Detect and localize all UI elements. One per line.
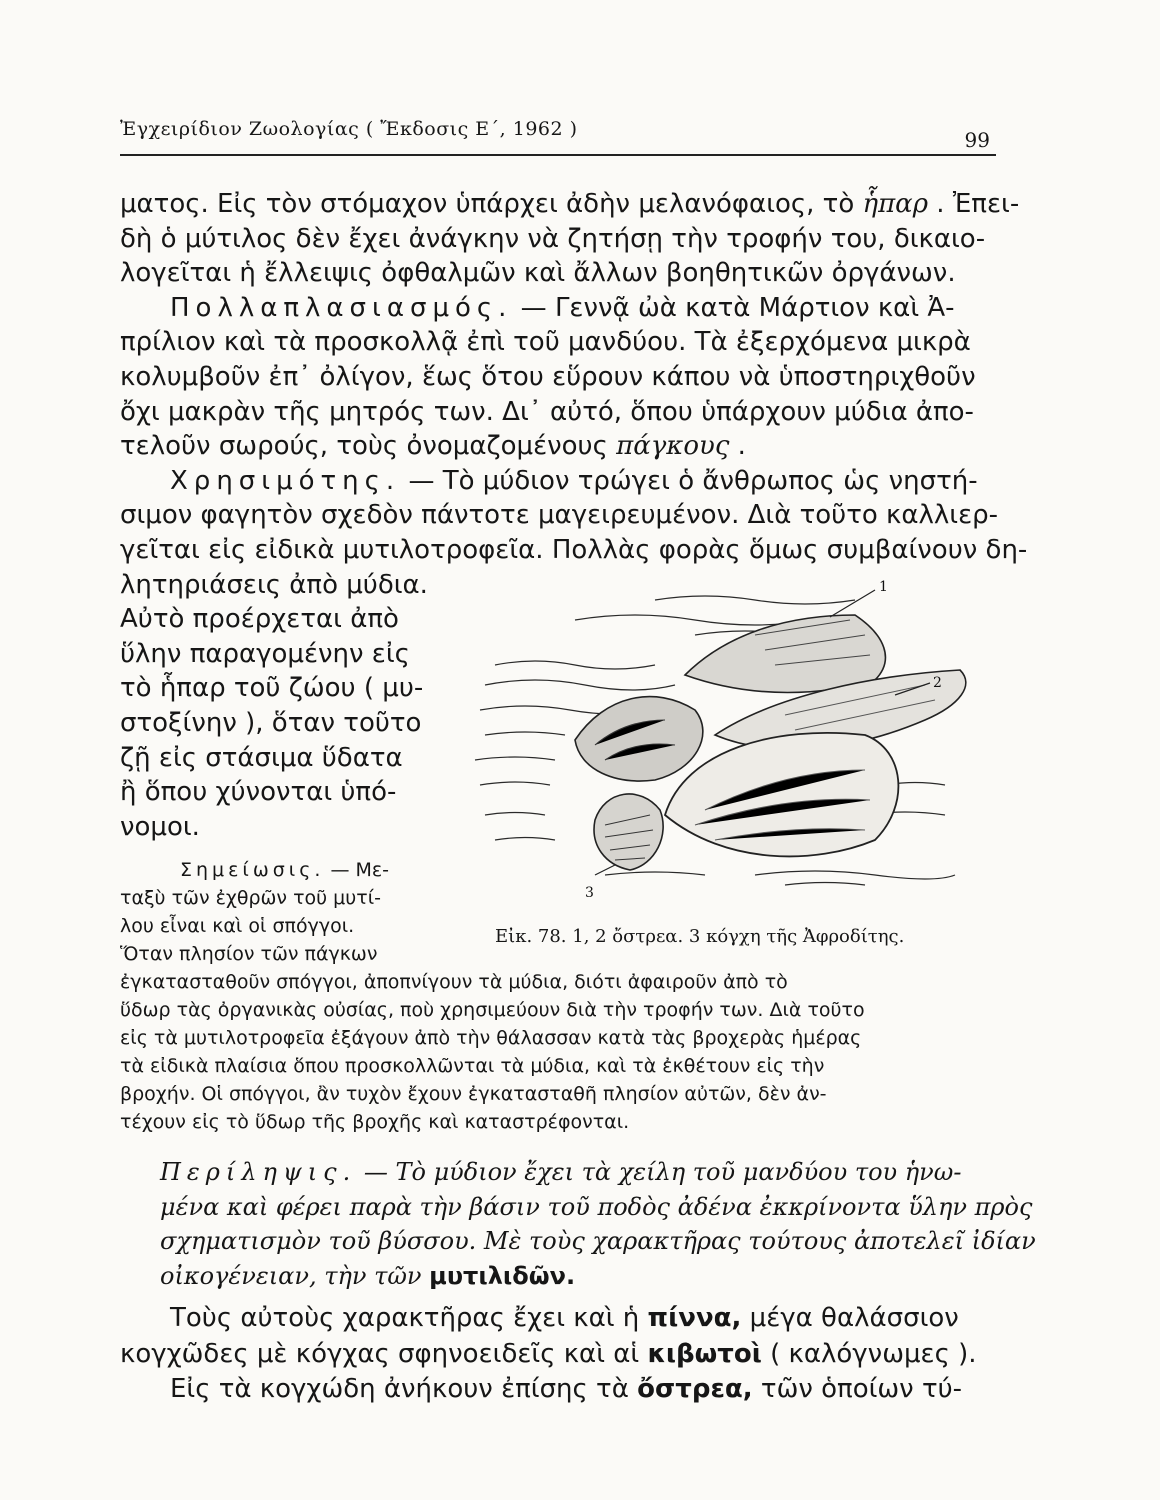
para3-line4: λητηριάσεις ἀπὸ μύδια. [120,569,428,600]
heading-reproduction: Πολλαπλασιασμός. [170,292,513,323]
running-header [120,118,996,156]
note-line10: τέχουν εἰς τὸ ὕδωρ τῆς βροχῆς καὶ καταστρέφονται. [120,1111,630,1133]
heading-note: Σημείωσις. [180,859,325,881]
page-number: 99 [964,128,990,152]
note-line3: λου εἶναι καὶ οἱ σπόγγοι. [120,915,355,937]
para3-line2: σιμον φαγητὸν σχεδὸν πάντοτε μαγειρευμένον. Διὰ τοῦτο καλλιερ- [120,500,999,531]
clam-shell [665,733,898,857]
oyster-1 [685,615,885,693]
note-line4: Ὅταν πλησίον τῶν πάγκων [120,943,378,965]
term-pinna: πίννα, [647,1303,742,1333]
shell-cluster [575,697,703,781]
header-title: Ἐγχειρίδιον Ζωολογίας ( Ἔκδοσις Ε΄, 1962 ) [120,118,578,140]
para2-line4: ὄχι μακρὰν τῆς μητρός των. Δι᾽ αὐτό, ὅπου ὑπάρχουν μύδια ἀπο- [120,396,974,427]
para3-narrow-5: ζῇ εἰς στάσιμα ὕδατα [120,742,403,773]
summary-paragraph: Περίληψις. — Τὸ μύδιον ἔχει τὰ χείλη τοῦ μανδύου του ἡνω- μένα καὶ φέρει παρὰ τὴν βάσιν τοῦ ποδὸς ἀδένα ἐκκρίνοντα ὕλην πρὸς σχηματισμὸν τοῦ βύσσου. Μὲ τοὺς χαρακτῆρας τούτους ἀποτελεῖ ἰδίαν οἰκογένειαν, τὴν τῶν μυτιλιδῶν. [160,1158,1036,1290]
figure-label-1: 1 [879,579,888,595]
note-line9: βροχήν. Οἱ σπόγγοι, ἂν τυχὸν ἔχουν ἐγκατασταθῆ πλησίον αὐτῶν, δὲν ἀν- [120,1083,827,1105]
para3-line1: Χρησιμότης. — Τὸ μύδιον τρώγει ὁ ἄνθρωπος ὡς νηστή- [170,465,978,496]
para3-narrow-2: ὕλην παραγομένην εἰς [120,638,410,669]
note-line1: Σημείωσις. — Με- [180,859,390,881]
para3-narrow-3: τὸ ἧπαρ τοῦ ζώου ( μυ- [120,673,424,704]
figure-caption: Εἰκ. 78. 1, 2 ὄστρεα. 3 κόγχη τῆς Ἀφροδίτης. [495,926,905,947]
note-line2: ταξὺ τῶν ἐχθρῶν τοῦ μυτί- [120,887,381,909]
term-ostrea: ὄστρεα, [637,1374,753,1404]
para3-narrow-1: Αὐτὸ προέρχεται ἀπὸ [120,604,399,635]
family-name: μυτιλιδῶν [429,1261,566,1290]
heading-usefulness: Χρησιμότης. [170,465,401,496]
para2-line1: Πολλαπλασιασμός. — Γεννᾷ ὠὰ κατὰ Μάρτιον καὶ Ἀ- [170,292,955,323]
para3-narrow-7: νομοι. [120,811,200,842]
para2-line3: κολυμβοῦν ἐπ᾽ ὀλίγον, ἕως ὅτου εὕρουν κάπου νὰ ὑποστηριχθοῦν [120,362,976,392]
note-line7: εἰς τὰ μυτιλοτροφεῖα ἐξάγουν ἀπὸ τὴν θάλασσαν κατὰ τὰς βροχερὰς ἡμέρας [120,1027,862,1049]
note-line6: ὕδωρ τὰς ὀργανικὰς οὐσίας, ποὺ χρησιμεύουν διὰ τὴν τροφήν των. Διὰ τοῦτο [120,999,865,1021]
note-line8: τὰ εἰδικὰ πλαίσια ὅπου προσκολλῶνται τὰ μύδια, καὶ τὰ ἐκθέτουν εἰς τὴν [120,1055,825,1077]
closing-paragraph: Τοὺς αὐτοὺς χαρακτῆρας ἔχει καὶ ἡ πίννα, μέγα θαλάσσιον κογχῶδες μὲ κόγχας σφηνοειδεῖς καὶ αἱ κιβωτοὶ ( καλόγνωμες ). Εἰς τὰ κογχώδη ἀνήκουν ἐπίσης τὰ ὄστρεα, τῶν ὁποίων τύ- [120,1303,977,1404]
para2-line2: πρίλιον καὶ τὰ προσκολλᾷ ἐπὶ τοῦ μανδύου. Τὰ ἐξερχόμενα μικρὰ [120,327,971,358]
para1-line3: λογεῖται ἡ ἔλλειψις ὀφθαλμῶν καὶ ἄλλων βοηθητικῶν ὀργάνων. [120,258,956,289]
note-line5: ἐγκατασταθοῦν σπόγγοι, ἀποπνίγουν τὰ μύδια, διότι ἀφαιροῦν ἀπὸ τὸ [120,971,788,993]
para3-narrow-4: στοξίνην ), ὅταν τοῦτο [120,708,422,738]
para3-line3: γεῖται εἰς εἰδικὰ μυτιλοτροφεῖα. Πολλὰς φορὰς ὅμως συμβαίνουν δη- [120,535,1028,565]
para1-line1: ματος. Εἰς τὸν στόμαχον ὑπάρχει ἀδὴν μελανόφαιος, τὸ ἧπαρ . Ἐπει- [120,189,1020,219]
heading-summary: Περίληψις. [160,1158,357,1186]
shell-illustration [455,575,1010,905]
figure-label-2: 2 [933,675,942,691]
para2-line5: τελοῦν σωρούς, τοὺς ὀνομαζομένους πάγκους . [120,431,746,462]
para3-narrow-6: ἢ ὅπου χύνονται ὑπό- [120,777,397,808]
term-kibotoi: κιβωτοὶ [647,1338,762,1369]
para1-line2: δὴ ὁ μύτιλος δὲν ἔχει ἀνάγκην νὰ ζητήσῃ τὴν τροφήν του, δικαιο- [120,223,986,254]
figure-label-3: 3 [585,885,594,901]
